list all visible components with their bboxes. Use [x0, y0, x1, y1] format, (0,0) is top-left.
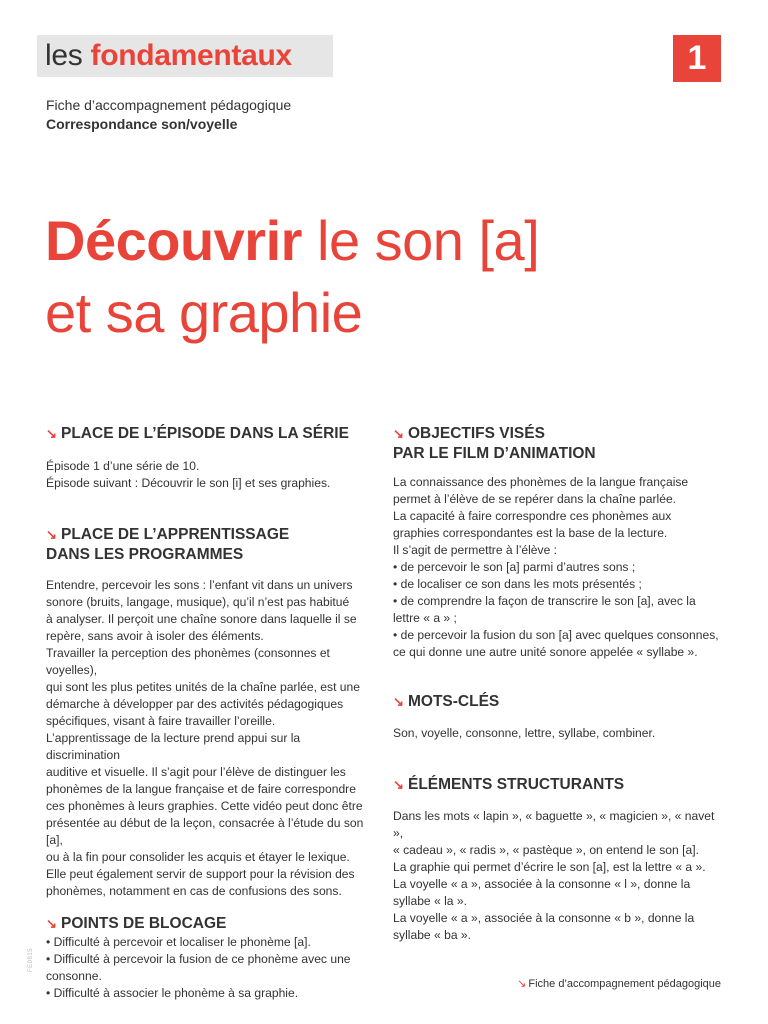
text-line: lettre « a » ; [393, 611, 457, 625]
text-line: Travailler la perception des phonèmes (consonnes et voyelles), [46, 646, 330, 677]
text-line: syllabe « la ». [393, 894, 467, 908]
text-line: ce qui donne une autre unité sonore appelée « syllabe ». [393, 645, 698, 659]
subtitle-line1: Fiche d’accompagnement pédagogique [46, 97, 292, 113]
section-body [46, 458, 376, 492]
text-line: La voyelle « a », associée à la consonne « l », donne la [393, 877, 691, 891]
left-column [46, 424, 376, 1002]
text-line: syllabe « ba ». [393, 928, 471, 942]
section-body [46, 577, 376, 900]
title-bold: Découvrir [45, 209, 302, 272]
text-line: La capacité à faire correspondre ces phonèmes aux [393, 509, 672, 523]
section-place-apprentissage [46, 525, 376, 900]
section-heading [393, 424, 723, 464]
text-line: • de localiser ce son dans les mots présentés ; [393, 577, 642, 591]
section-heading-text-line2: PAR LE FILM D’ANIMATION [393, 445, 596, 462]
text-line: graphies correspondantes est la base de la lecture. [393, 526, 668, 540]
text-line: • Difficulté à associer le phonème à sa graphie. [46, 986, 299, 1000]
text-line: L’apprentissage de la lecture prend appui sur la discrimination [46, 731, 301, 762]
text-line: phonèmes, notamment en cas de confusions des sons. [46, 884, 342, 898]
text-line: Épisode 1 d’une série de 10. [46, 459, 200, 473]
section-mots-cles [393, 692, 723, 742]
arrow-icon: ↘ [393, 426, 404, 441]
text-line: présentée au début de la leçon, consacrée à l’étude du son [a], [46, 816, 364, 847]
page-title [45, 205, 539, 349]
section-elements-structurants [393, 775, 723, 944]
section-heading-text: PLACE DE L’ÉPISODE DANS LA SÉRIE [61, 425, 349, 442]
text-line: Il s’agit de permettre à l’élève : [393, 543, 558, 557]
section-place-episode [46, 424, 376, 492]
arrow-icon: ↘ [46, 527, 57, 542]
text-line: • Difficulté à percevoir la fusion de ce phonème avec une [46, 952, 351, 966]
text-line: phonèmes de la langue française et de faire correspondre [46, 782, 356, 796]
arrow-icon: ↘ [46, 426, 57, 441]
right-column [393, 424, 723, 944]
episode-number-badge: 1 [673, 35, 721, 82]
title-line2: et sa graphie [45, 281, 363, 344]
text-line: à analyser. Il perçoit une chaîne sonore dans laquelle il se [46, 612, 357, 626]
text-line: consonne. [46, 969, 102, 983]
document-code: FE0815 [28, 947, 34, 972]
text-line: Son, voyelle, consonne, lettre, syllabe, combiner. [393, 726, 656, 740]
text-line: repère, sans avoir à isoler des éléments. [46, 629, 264, 643]
section-heading-text: POINTS DE BLOCAGE [61, 915, 227, 932]
arrow-icon: ↘ [393, 694, 404, 709]
subtitle-line2: Correspondance son/voyelle [46, 116, 238, 132]
text-line: • de percevoir le son [a] parmi d’autres sons ; [393, 560, 636, 574]
section-body [393, 474, 723, 661]
brand-bold-text: fondamentaux [90, 39, 292, 72]
text-line: La voyelle « a », associée à la consonne « b », donne la [393, 911, 695, 925]
text-line: auditive et visuelle. Il s’agit pour l’élève de distinguer les [46, 765, 346, 779]
section-heading [393, 692, 723, 712]
text-line: • Difficulté à percevoir et localiser le phonème [a]. [46, 935, 311, 949]
arrow-icon: ↘ [517, 978, 527, 990]
section-body [393, 725, 723, 742]
text-line: La connaissance des phonèmes de la langue française [393, 475, 689, 489]
text-line: ces phonèmes à leurs graphies. Cette vidéo peut donc être [46, 799, 363, 813]
text-line: Dans les mots « lapin », « baguette », « magicien », « navet », [393, 809, 715, 840]
text-line: • de comprendre la façon de transcrire le son [a], avec la [393, 594, 696, 608]
document-subtitle [46, 96, 291, 134]
brand-light-text: les [45, 39, 83, 72]
text-line: qui sont les plus petites unités de la chaîne parlée, est une [46, 680, 360, 694]
arrow-icon: ↘ [393, 777, 404, 792]
text-line: Épisode suivant : Découvrir le son [i] et ses graphies. [46, 476, 331, 490]
section-heading-text: PLACE DE L’APPRENTISSAGE [61, 526, 290, 543]
section-body [46, 934, 376, 1002]
section-objectifs [393, 424, 723, 661]
section-heading [393, 775, 723, 795]
footer-text: Fiche d’accompagnement pédagogique [528, 978, 721, 990]
brand-logo [37, 35, 333, 77]
section-heading-text-line2: DANS LES PROGRAMMES [46, 546, 244, 563]
text-line: • de percevoir la fusion du son [a] avec quelques consonnes, [393, 628, 719, 642]
text-line: démarche à développer par des activités pédagogiques [46, 697, 344, 711]
text-line: ou à la fin pour consolider les acquis et étayer le lexique. [46, 850, 350, 864]
section-body [393, 808, 723, 944]
section-heading [46, 424, 376, 444]
text-line: Elle peut également servir de support pour la révision des [46, 867, 355, 881]
section-heading-text: OBJECTIFS VISÉS [408, 425, 545, 442]
text-line: Entendre, percevoir les sons : l’enfant vit dans un univers [46, 578, 353, 592]
section-points-blocage [46, 914, 376, 1002]
text-line: La graphie qui permet d’écrire le son [a], est la lettre « a ». [393, 860, 706, 874]
title-rest: le son [a] [301, 209, 540, 272]
page-footer [517, 977, 721, 990]
text-line: sonore (bruits, langage, musique), qu’il n’est pas habitué [46, 595, 350, 609]
section-heading-text: ÉLÉMENTS STRUCTURANTS [408, 776, 625, 793]
text-line: permet à l’élève de se repérer dans la chaîne parlée. [393, 492, 677, 506]
section-heading [46, 525, 376, 565]
text-line: spécifiques, visant à faire travailler l’oreille. [46, 714, 276, 728]
section-heading [46, 914, 376, 934]
arrow-icon: ↘ [46, 916, 57, 931]
section-heading-text: MOTS-CLÉS [408, 693, 500, 710]
text-line: « cadeau », « radis », « pastèque », on entend le son [a]. [393, 843, 699, 857]
